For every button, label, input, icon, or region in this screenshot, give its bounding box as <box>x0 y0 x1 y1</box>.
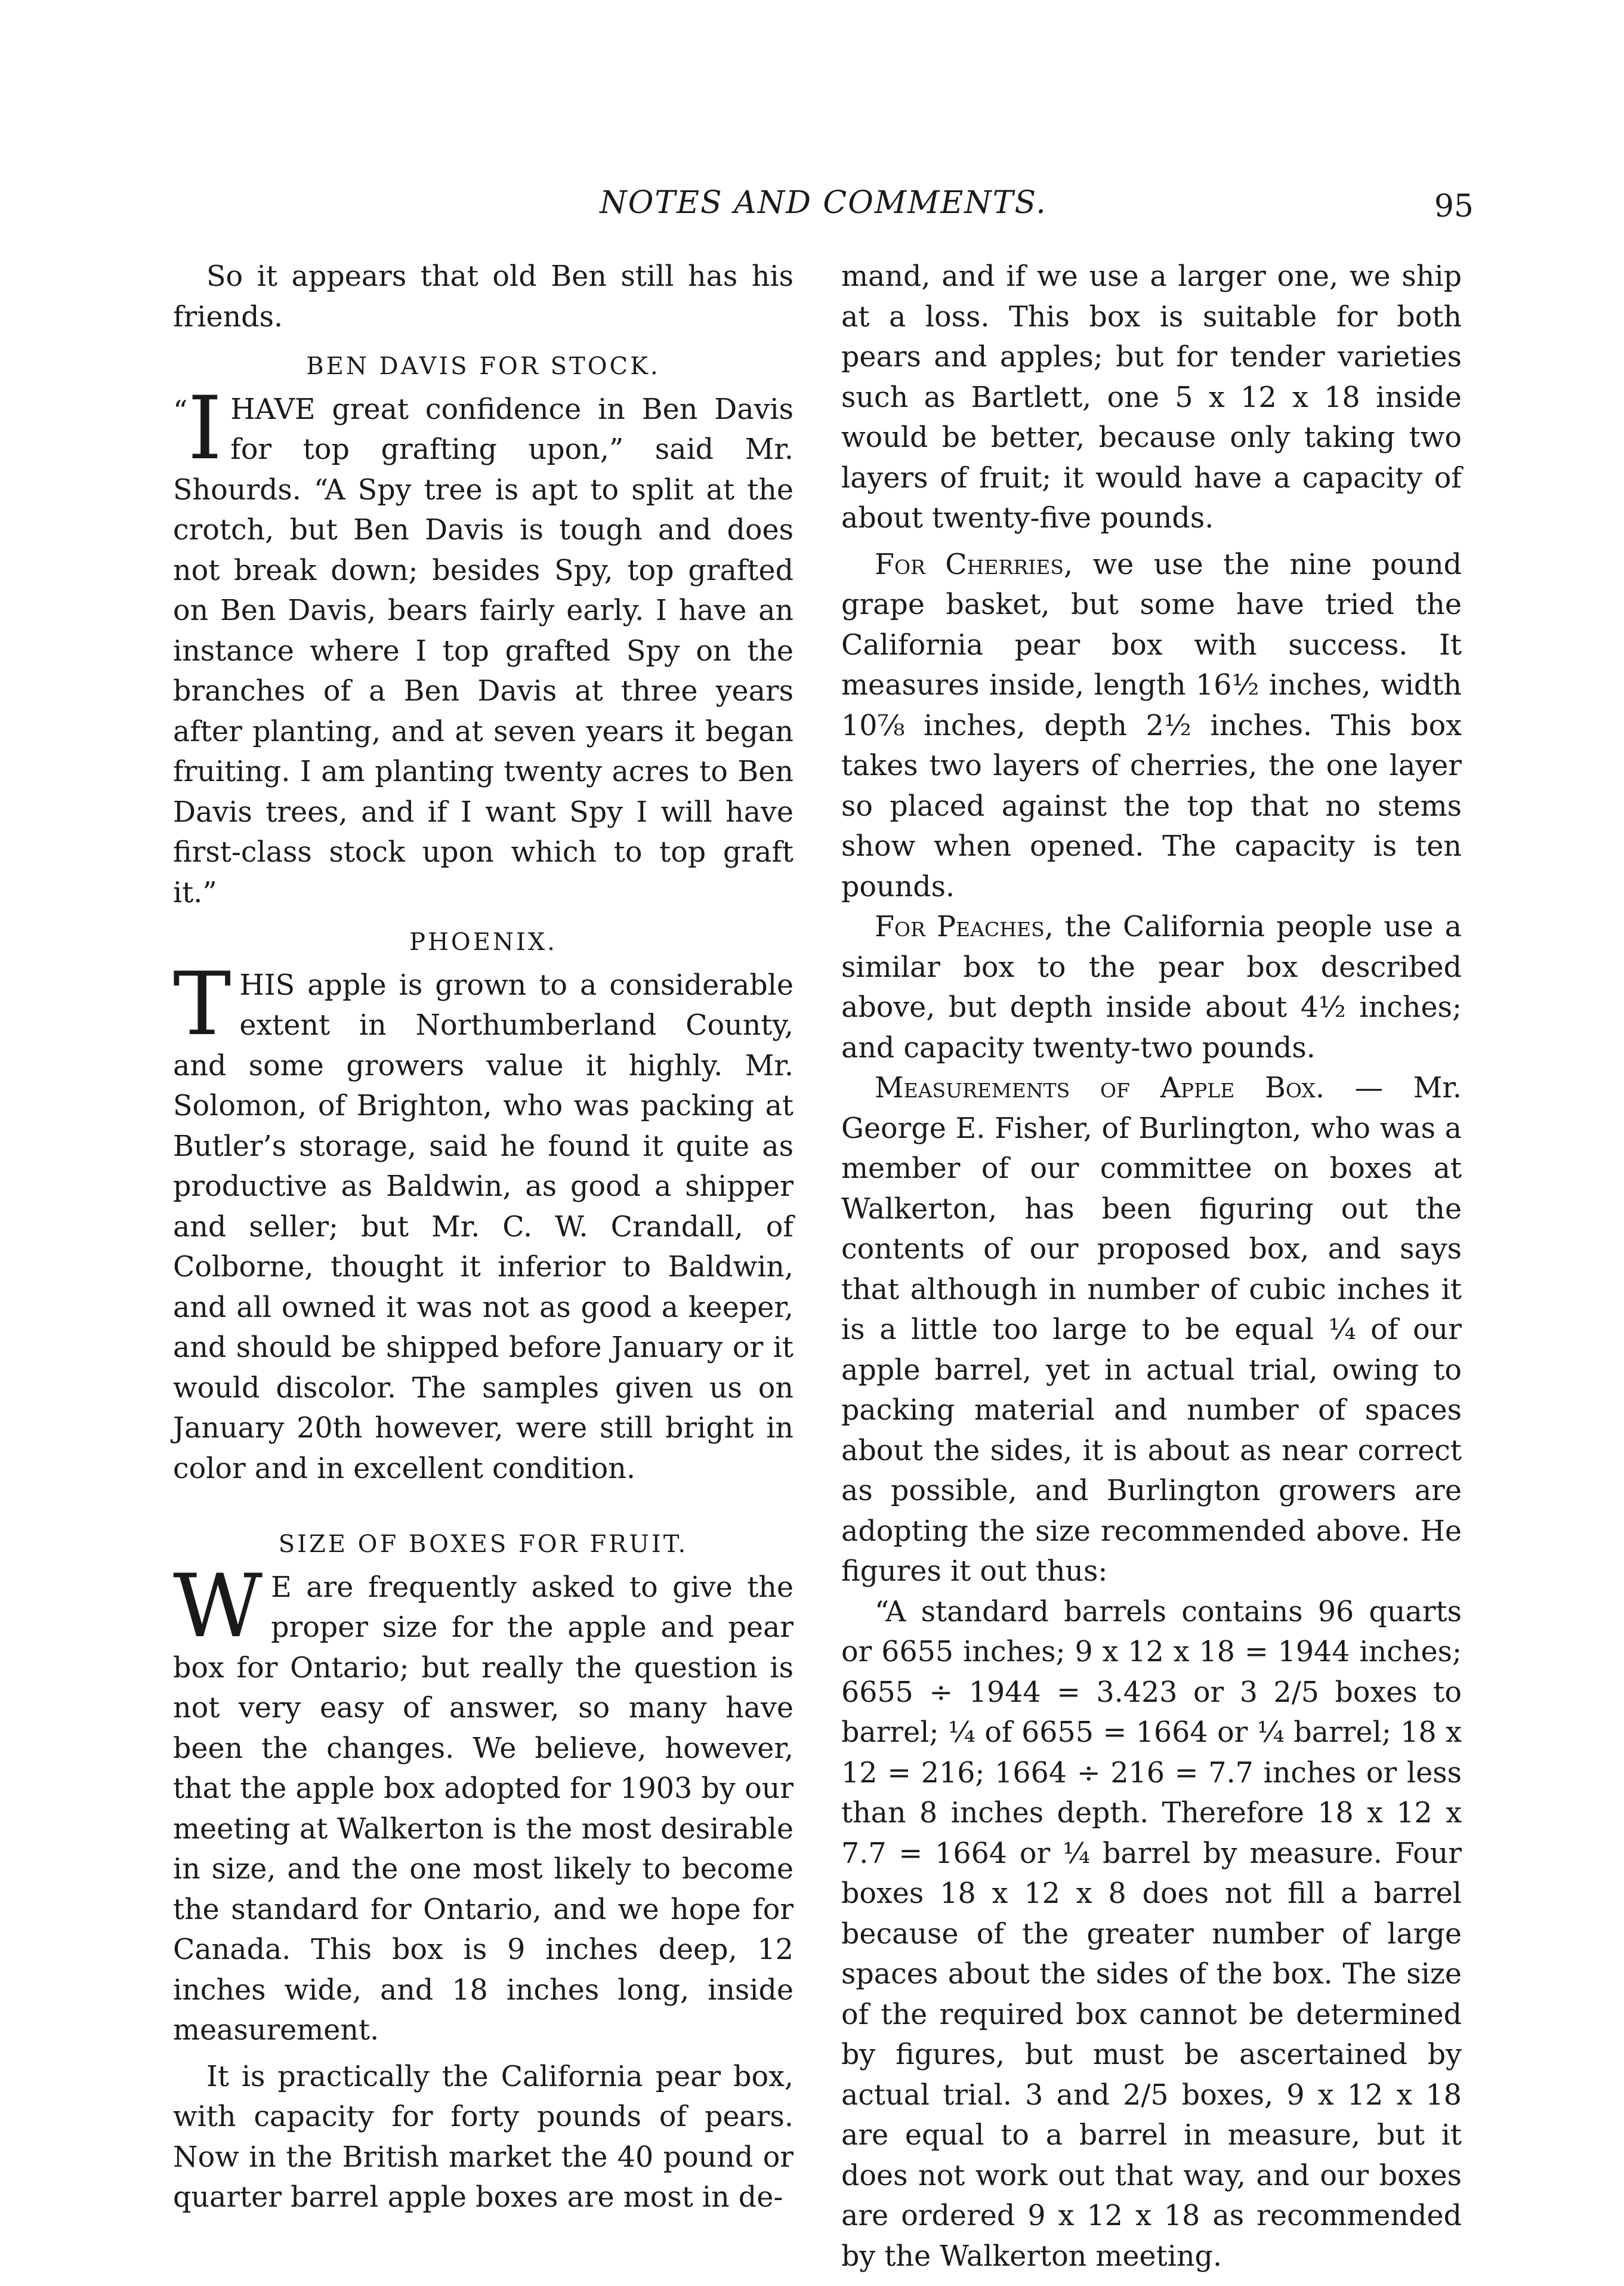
ben-davis-dropcap-letter: I <box>187 377 223 479</box>
ben-davis-paragraph <box>173 377 794 914</box>
ben-davis-dropcap <box>173 377 223 479</box>
quote-paragraph: “A standard barrels contains 96 quarts or 6655 inches; 9 x 12 x 18 = 1944 inches; 6655 ÷ 1944 = 3.423 or 3 2/5 boxes to barrel; ¼ of 6655 = 1664 or ¼ barrel; 18 x 12 = 216; 1664 ÷ 216 = 7.7 inches or less than 8 inches depth. Therefore 18 x 12 x 7.7 = 1664 or ¼ barrel by measure. Four boxes 18 x 12 x 8 does not fill a barrel because of the greater number of large spaces about the sides of the box. The size of the required box cannot be determined by figures, but must be ascertained by actual trial. 3 and 2/5 boxes, 9 x 12 x 18 are equal to a barrel in measure, but it does not work out that way, and our boxes are ordered 9 x 12 x 18 as recommended by the Walkerton meeting. <box>841 1595 1462 2273</box>
measurements-text: — Mr. George E. Fisher, of Burlington, who was a member of our committee on boxes at Walkerton, has been figuring out the contents of our proposed box, and says that although in number of cubic inches it is a little too large to be equal ¼ of our apple barrel, yet in actual trial, owing to packing material and number of spaces about the sides, it is about as near correct as possible, and Burlington growers are adopting the size recommended above. He figures it out thus: <box>841 1072 1462 1588</box>
peaches-paragraph <box>841 907 1462 1068</box>
heading-phoenix: PHOENIX. <box>409 928 557 956</box>
peaches-lead: For Peaches, <box>875 911 1054 943</box>
measurements-paragraph <box>841 1068 1462 1592</box>
left-column <box>173 257 794 2218</box>
peaches-text: the California people use a similar box to the pear box described above, but depth inside about 4½ inches; and capacity twenty-two pounds. <box>841 911 1462 1065</box>
heading-size-of-boxes: SIZE OF BOXES FOR FRUIT. <box>278 1531 688 1558</box>
size-paragraph <box>173 1555 794 2051</box>
ben-davis-open-quote: “ <box>173 394 188 428</box>
cherries-text: we use the nine pound grape basket, but some have tried the California pear box with success. It measures inside, length 16½ inches, width 10⅞ inches, depth 2½ inches. This box takes two layers of cherries, the one layer so placed against the top that no stems show when opened. The capacity is ten pounds. <box>841 548 1462 903</box>
page-number: 95 <box>1434 189 1474 224</box>
measurements-lead: Measurements of Apple Box. <box>875 1072 1324 1105</box>
phoenix-paragraph <box>173 953 794 1489</box>
cherries-paragraph <box>841 545 1462 908</box>
continued-paragraph: mand, and if we use a larger one, we ship at a loss. This box is suitable for both pears and apples; but for tender varieties such as Bartlett, one 5 x 12 x 18 inside would be better, because only taking two layers of fruit; it would have a capacity of about twenty-five pounds. <box>841 260 1462 535</box>
size-text: E are frequently asked to give the proper size for the apple and pear box for Ontario; but really the question is not very easy of answer, so many have been the changes. We believe, however, that the apple box adopted for 1903 by our meeting at Walkerton is the most desirable in size, and the one most likely to become the standard for Ontario, and we hope for Canada. This box is 9 inches deep, 12 inches wide, and 18 inches long, inside measurement. <box>173 1571 794 2047</box>
phoenix-dropcap: T <box>173 953 231 1055</box>
intro-paragraph: So it appears that old Ben still has his friends. <box>173 260 794 334</box>
running-title: NOTES AND COMMENTS. <box>600 185 1047 221</box>
phoenix-text: HIS apple is grown to a considerable extent in Northumberland County, and some growers value it highly. Mr. Solomon, of Brighton, who was packing at Butler’s storage, said he found it quite as productive as Baldwin, as good a shipper and seller; but Mr. C. W. Crandall, of Colborne, thought it inferior to Baldwin, and all owned it was not as good a keeper, and should be shipped before January or it would discolor. The samples given us on January 20th however, were still bright in color and in excellent condition. <box>173 968 794 1485</box>
page-header <box>173 185 1474 245</box>
cherries-lead: For Cherries, <box>875 548 1073 581</box>
ben-davis-text: HAVE great confidence in Ben Davis for top grafting upon,” said Mr. Shourds. “A Spy tree is apt to split at the crotch, but Ben Davis is tough and does not break down; besides Spy, top grafted on Ben Davis, bears fairly early. I have an instance where I top grafted Spy on the branches of a Ben Davis at three years after planting, and at seven years it began fruiting. I am planting twenty acres to Ben Davis trees, and if I want Spy I will have first-class stock upon which to top graft it.” <box>173 393 794 909</box>
california-paragraph: It is practically the California pear box, with capacity for forty pounds of pears. Now in the British market the 40 pound or quarter barrel apple boxes are most in de- <box>173 2060 794 2214</box>
right-column <box>841 257 1462 2276</box>
heading-ben-davis: BEN DAVIS FOR STOCK. <box>306 353 660 380</box>
size-dropcap: W <box>173 1555 263 1657</box>
